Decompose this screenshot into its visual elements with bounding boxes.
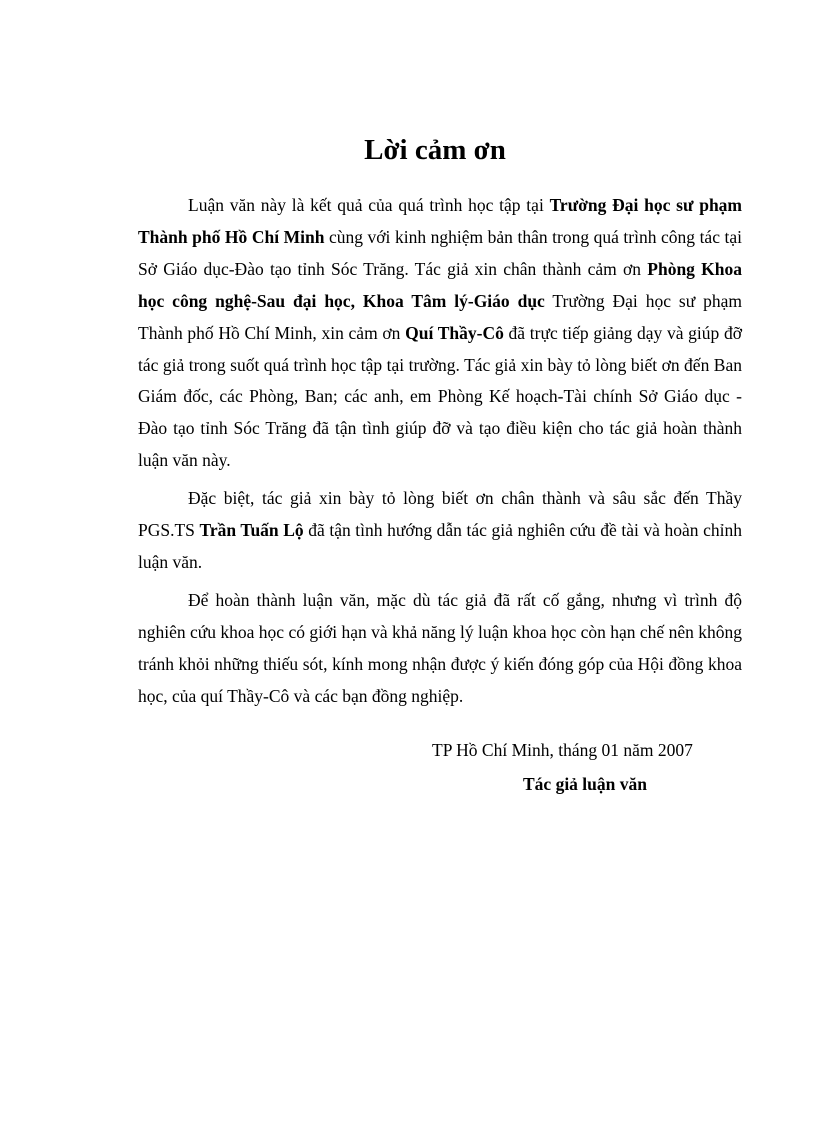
emphasis-run: Phòng Khoa học công nghệ-Sau đại học, Khoa Tâm lý-Giáo dục — [138, 258, 742, 311]
text-run: Để hoàn thành luận văn, mặc dù tác giả đã rất cố gắng, nhưng vì trình độ nghiên cứu khoa học có giới hạn và khả năng lý luận khoa học còn hạn chế nên không tránh khỏi những thiếu sót, kính mong nhận được ý kiến đóng góp của Hội đồng khoa học, của quí Thầy-Cô và các bạn đồng nghiệp. — [138, 589, 742, 706]
text-run: đã tận tình hướng dẫn tác giả nghiên cứu đề tài và hoàn chỉnh luận văn. — [138, 520, 742, 572]
emphasis-run: Quí Thầy-Cô — [405, 322, 504, 343]
page-title: Lời cảm ơn — [364, 134, 506, 166]
paragraph-3 — [138, 585, 742, 713]
author-signature: Tác giả luận văn — [523, 774, 647, 794]
text-run: cùng với kinh nghiệm bản thân trong quá trình công tác tại Sở Giáo dục-Đào tạo tỉnh Sóc Trăng. Tác giả xin chân thành cảm ơn — [138, 226, 742, 279]
place-date: TP Hồ Chí Minh, tháng 01 năm 2007 — [432, 740, 693, 760]
text-run: Luận văn này là kết quả của quá trình học tập tại — [188, 195, 550, 215]
paragraph-2 — [138, 483, 742, 579]
text-run: đã trực tiếp giảng dạy và giúp đỡ tác giả trong suốt quá trình học tập tại trường. Tác giả xin bày tỏ lòng biết ơn đến Ban Giám đốc, các Phòng, Ban; các anh, em Phòng Kế hoạch-Tài chính Sở Giáo dục - Đào tạo tỉnh Sóc Trăng đã tận tình giúp đỡ và tạo điều kiện cho tác giả hoàn thành luận văn này. — [138, 322, 742, 471]
text-run: Đặc biệt, tác giả xin bày tỏ lòng biết ơn chân thành và sâu sắc đến Thầy PGS.TS — [138, 488, 742, 541]
document-body — [138, 190, 742, 719]
text-run: Trường Đại học sư phạm Thành phố Hồ Chí Minh, xin cảm ơn — [138, 290, 742, 343]
emphasis-run: Trần Tuấn Lộ — [199, 520, 304, 541]
emphasis-run: Trường Đại học sư phạm Thành phố Hồ Chí Minh — [138, 195, 742, 247]
paragraph-1 — [138, 190, 742, 477]
